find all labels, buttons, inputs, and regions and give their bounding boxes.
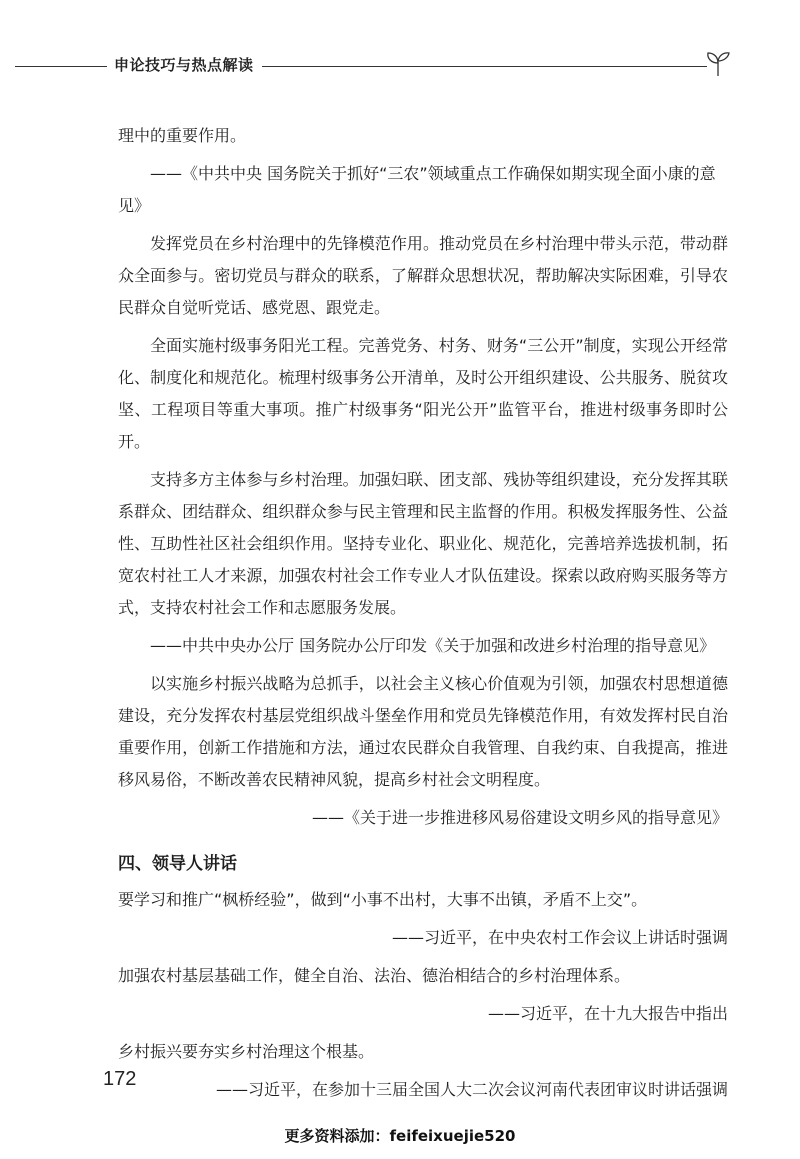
paragraph: 以实施乡村振兴战略为总抓手，以社会主义核心价值观为引领，加强农村思想道德建设，充分发挥农村基层党组织战斗堡垒作用和党员先锋模范作用，有效发挥村民自治重要作用，创新工作措施和方法，通过农民群众自我管理、自我约束、自我提高，推进移风易俗，不断改善农民精神风貌，提高乡村社会文明程度。 — [118, 674, 728, 789]
quote-text: 乡村振兴要夯实乡村治理这个根基。 — [118, 1042, 375, 1061]
page-number: 172 — [103, 1068, 137, 1090]
paragraph: 全面实施村级事务阳光工程。完善党务、村务、财务“三公开”制度，实现公开经常化、制度化和规范化。梳理村级事务公开清单，及时公开组织建设、公共服务、脱贫攻坚、工程项目等重大事项。推广村级事务“阳光公开”监管平台，推进村级事务即时公开。 — [118, 336, 728, 451]
quote-text: 要学习和推广“枫桥经验”，做到“小事不出村，大事不出镇，矛盾不上交”。 — [118, 890, 648, 909]
quote-source: ——习近平，在参加十三届全国人大二次会议河南代表团审议时讲话强调 — [215, 1080, 728, 1099]
body-text — [118, 120, 728, 1112]
source-citation: ——《关于进一步推进移风易俗建设文明乡风的指导意见》 — [311, 808, 728, 827]
source-citation: ——中共中央办公厅 国务院办公厅印发《关于加强和改进乡村治理的指导意见》 — [150, 636, 716, 655]
quote-text: 加强农村基层基础工作，健全自治、法治、德治相结合的乡村治理体系。 — [118, 966, 631, 985]
header-rule-right — [262, 66, 707, 67]
header-rule-left — [15, 66, 107, 67]
source-citation: ——《中共中央 国务院关于抓好“三农”领域重点工作确保如期实现全面小康的意见》 — [118, 164, 716, 215]
quote-source: ——习近平，在十九大报告中指出 — [487, 1004, 728, 1023]
quote-source: ——习近平，在中央农村工作会议上讲话时强调 — [391, 928, 728, 947]
paragraph: 理中的重要作用。 — [118, 126, 247, 145]
paragraph: 发挥党员在乡村治理中的先锋模范作用。推动党员在乡村治理中带头示范，带动群众全面参与。密切党员与群众的联系，了解群众思想状况，帮助解决实际困难，引导农民群众自觉听党话、感党恩、跟党走。 — [118, 234, 728, 317]
header-title: 申论技巧与热点解读 — [114, 56, 254, 74]
paragraph: 支持多方主体参与乡村治理。加强妇联、团支部、残协等组织建设，充分发挥其联系群众、团结群众、组织群众参与民主管理和民主监督的作用。积极发挥服务性、公益性、互助性社区社会组织作用。坚持专业化、职业化、规范化，完善培养选拔机制，拓宽农村社工人才来源，加强农村社会工作专业人才队伍建设。探索以政府购买服务等方式，支持农村社会工作和志愿服务发展。 — [118, 470, 728, 617]
section-heading: 四、领导人讲话 — [118, 854, 237, 874]
sprout-icon — [703, 48, 733, 78]
running-header — [0, 42, 800, 82]
footer-note: 更多资料添加：feifeixuejie520 — [284, 1127, 516, 1145]
